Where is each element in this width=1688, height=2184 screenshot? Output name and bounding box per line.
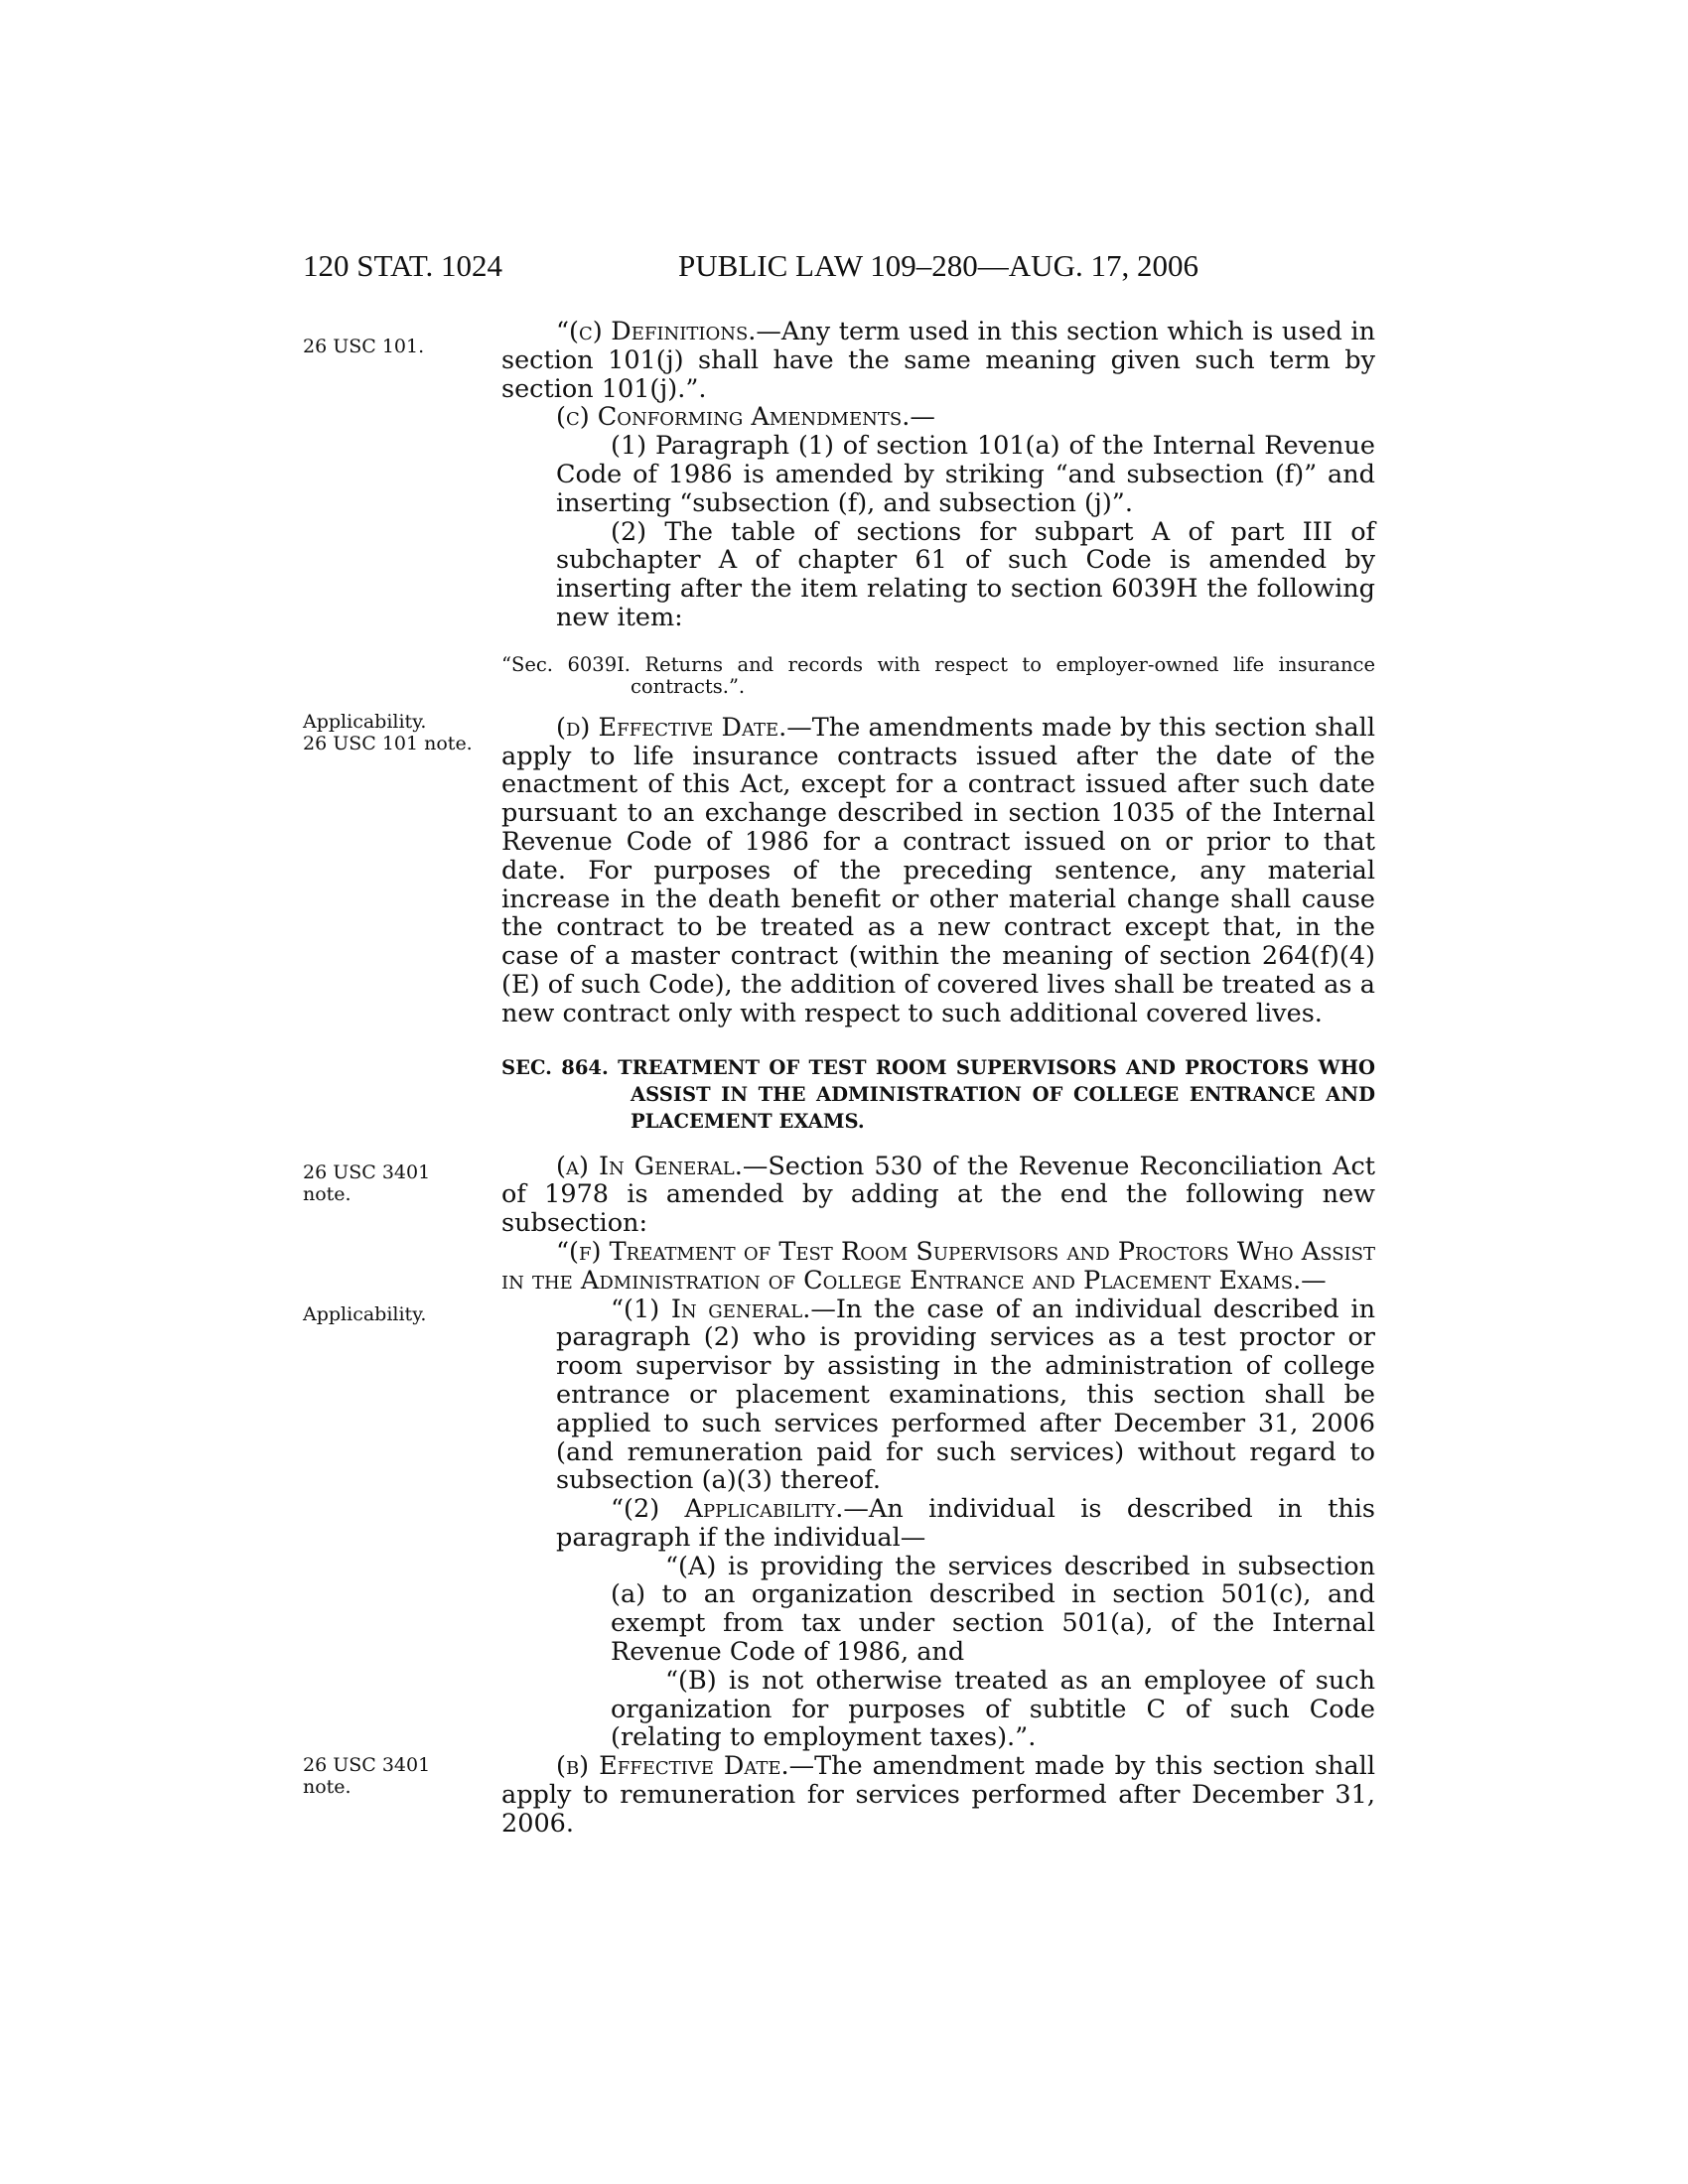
paragraph-heading: (a) In General. bbox=[556, 1151, 743, 1181]
margin-note bbox=[303, 711, 492, 754]
paragraph-heading: (c) Conforming Amendments. bbox=[556, 402, 911, 433]
subparagraph-b: “(B) is not otherwise treated as an employee of such organization for purposes of subtitle C of such Code (relating to employment taxes).”. bbox=[611, 1665, 1375, 1753]
margin-note-line: 26 USC 101 note. bbox=[303, 733, 473, 754]
paragraph-text: —Section 530 of the Revenue Reconciliation Act of 1978 is amended by adding at the end the following new subsection: bbox=[501, 1151, 1375, 1239]
table-of-sections-item: “Sec. 6039I. Returns and records with respect to employer-owned life insurance contracts.”. bbox=[501, 652, 1375, 698]
paragraph-heading: “(2) Applicability. bbox=[611, 1494, 844, 1525]
margin-note-line: 26 USC 3401 bbox=[303, 1161, 431, 1183]
margin-note bbox=[303, 1754, 492, 1798]
paragraph-heading: “(1) In general. bbox=[611, 1294, 811, 1324]
heading-dash: — bbox=[1301, 1265, 1327, 1296]
in-general-paragraph bbox=[501, 1153, 1375, 1238]
subsection-f-heading bbox=[501, 1238, 1375, 1296]
running-title: PUBLIC LAW 109–280—AUG. 17, 2006 bbox=[678, 248, 1198, 283]
paragraph-text: —The amendments made by this section shall apply to life insurance contracts issued after the date of the enactment of this Act, except for a contract issued after such date pursuant to an exchange described in section 1035 of the Internal Revenue Code of 1986 for a contract issued on or prior to that date. For purposes of the preceding sentence, any material increase in the death benefit or other material change shall cause the contract to be treated as a new contract except that, in the case of a master contract (within the meaning of section 264(f)(4)(E) of such Code), the addition of covered lives shall be treated as a new contract only with respect to such additional covered lives. bbox=[501, 712, 1375, 1028]
conforming-amendment-1: (1) Paragraph (1) of section 101(a) of the Internal Revenue Code of 1986 is amended by striking “and subsection (f)” and inserting “subsection (f), and subsection (j)”. bbox=[556, 431, 1375, 518]
effective-date-b-paragraph bbox=[501, 1752, 1375, 1838]
paragraph-heading: “(f) Treatment of Test Room Supervisors and Proctors Who Assist in the Administration of College Entrance and Placement Exams. bbox=[501, 1236, 1375, 1296]
margin-note: 26 USC 101. bbox=[303, 336, 425, 357]
paragraph-heading: “(c) Definitions. bbox=[556, 317, 757, 346]
statute-citation: 120 STAT. 1024 bbox=[303, 248, 503, 283]
conforming-amendment-2: (2) The table of sections for subpart A of part III of subchapter A of chapter 61 of such Code is amended by inserting after the item relating to section 6039H the following new item: bbox=[556, 516, 1375, 632]
paragraph-text: —Any term used in this section which is used in section 101(j) shall have the same meaning given such term by section 101(j).”. bbox=[501, 317, 1376, 404]
subsection-f-paragraph-2 bbox=[501, 1495, 1375, 1553]
effective-date-paragraph bbox=[501, 714, 1375, 1028]
definitions-paragraph bbox=[501, 318, 1375, 403]
paragraph-text: —In the case of an individual described in paragraph (2) who is providing services as a test proctor or room supervisor by assisting in the administration of college entrance or placement examinations, this section shall be applied to such services performed after December 31, 2006 (and remuneration paid for such services) without regard to subsection (a)(3) thereof. bbox=[556, 1294, 1375, 1496]
subsection-f-paragraph-1 bbox=[501, 1296, 1375, 1496]
paragraph-heading: (b) Effective Date. bbox=[556, 1751, 789, 1782]
subparagraph-a: “(A) is providing the services described in subsection (a) to an organization described in section 501(c), and exempt from tax under section 501(a), of the Internal Revenue Code of 1986, and bbox=[611, 1551, 1375, 1668]
paragraph-heading: (d) Effective Date. bbox=[556, 712, 787, 743]
conforming-amendments-heading bbox=[501, 403, 1375, 432]
margin-note bbox=[303, 1161, 492, 1205]
document-body bbox=[501, 318, 1375, 1839]
heading-dash: — bbox=[910, 402, 935, 433]
margin-note: Applicability. bbox=[303, 1303, 427, 1325]
margin-note-line: Applicability. bbox=[303, 711, 427, 733]
margin-note-line: 26 USC 3401 bbox=[303, 1754, 431, 1776]
paragraph-text: —An individual is described in this paragraph if the individual— bbox=[556, 1494, 1375, 1553]
margin-note-line: note. bbox=[303, 1776, 352, 1798]
section-heading: SEC. 864. TREATMENT OF TEST ROOM SUPERVISORS AND PROCTORS WHO ASSIST IN THE ADMINISTRATION OF COLLEGE ENTRANCE AND PLACEMENT EXAMS. bbox=[501, 1055, 1375, 1133]
margin-note-line: note. bbox=[303, 1183, 352, 1205]
paragraph-text: —The amendment made by this section shall apply to remuneration for services performed after December 31, 2006. bbox=[501, 1751, 1375, 1839]
page-header bbox=[303, 248, 1375, 288]
